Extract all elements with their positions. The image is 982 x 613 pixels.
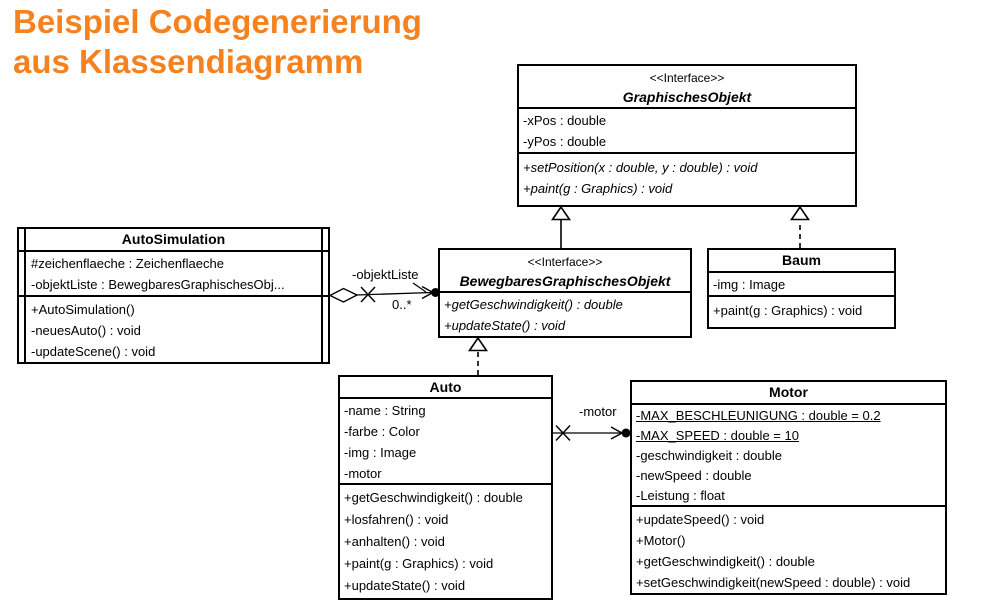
methods-compartment [519, 152, 855, 205]
aggregation-objektliste [330, 283, 440, 302]
class-member: -img : Image [344, 445, 417, 460]
class-member: +getGeschwindigkeit() : double [344, 490, 523, 505]
class-name: AutoSimulation [121, 231, 226, 247]
active-class-side-line [321, 229, 323, 362]
class-member: -geschwindigkeit : double [636, 448, 782, 463]
class-member: +paint(g : Graphics) : void [523, 181, 673, 196]
class-member: +Motor() [636, 533, 686, 548]
class-auto-simulation [17, 227, 330, 364]
class-member: -Leistung : float [636, 488, 725, 503]
attributes-compartment [340, 397, 551, 483]
class-name: Baum [782, 252, 821, 268]
class-member: -img : Image [713, 277, 786, 292]
relation-label-motor: -motor [579, 404, 617, 419]
class-member: -farbe : Color [344, 424, 420, 439]
class-member: -MAX_BESCHLEUNIGUNG : double = 0.2 [636, 408, 881, 423]
class-member: +updateSpeed() : void [636, 512, 765, 527]
realization-auto-to-bgo [470, 338, 487, 375]
class-member: -newSpeed : double [636, 468, 752, 483]
attributes-compartment [632, 403, 945, 505]
class-member: -neuesAuto() : void [31, 323, 141, 338]
class-member: -yPos : double [523, 134, 607, 149]
class-name: Auto [429, 379, 462, 395]
class-member: +paint(g : Graphics) : void [344, 556, 494, 571]
class-member: +getGeschwindigkeit() : double [444, 297, 623, 312]
class-name: BewegbaresGraphischesObjekt [459, 273, 671, 289]
class-header [340, 377, 551, 397]
methods-compartment [632, 505, 945, 593]
slide-title-line1: Beispiel Codegenerierung [13, 3, 422, 40]
class-member: -name : String [344, 403, 426, 418]
class-member: +anhalten() : void [344, 534, 445, 549]
class-name: Motor [769, 384, 808, 400]
relation-multiplicity-objektliste: 0..* [392, 297, 412, 312]
class-header [632, 382, 945, 403]
stereotype-label: <<Interface>> [527, 255, 603, 269]
stereotype-label: <<Interface>> [649, 71, 725, 85]
slide-title-line2: aus Klassendiagramm [13, 43, 364, 80]
class-member: -MAX_SPEED : double = 10 [636, 428, 799, 443]
class-member: +setPosition(x : double, y : double) : void [523, 160, 758, 175]
class-member: +setGeschwindigkeit(newSpeed : double) : void [636, 575, 911, 590]
class-motor [630, 380, 947, 595]
attributes-compartment [519, 107, 855, 152]
class-header [519, 66, 855, 107]
generalization-bgo-to-go [553, 207, 570, 248]
aggregation-diamond-icon [330, 289, 357, 303]
class-member: +updateState() : void [344, 578, 466, 593]
class-member: #zeichenflaeche : Zeichenflaeche [31, 256, 224, 271]
class-member: -motor [344, 466, 382, 481]
static-attributes-group [636, 406, 942, 446]
class-member: -xPos : double [523, 113, 607, 128]
attributes-compartment [19, 250, 328, 295]
class-auto [338, 375, 553, 600]
class-member: +AutoSimulation() [31, 302, 135, 317]
association-motor [553, 426, 631, 441]
methods-compartment [709, 295, 894, 327]
relation-label-objektliste: -objektListe [352, 267, 419, 282]
class-member: +paint(g : Graphics) : void [713, 303, 863, 318]
realization-triangle-icon [470, 338, 487, 351]
class-member: +updateState() : void [444, 318, 566, 333]
class-member: -updateScene() : void [31, 344, 156, 359]
attributes-compartment [709, 271, 894, 295]
class-header [440, 250, 690, 291]
class-member: +getGeschwindigkeit() : double [636, 554, 815, 569]
realization-baum-to-go [792, 207, 809, 248]
class-name: GraphischesObjekt [622, 89, 752, 105]
methods-compartment [440, 291, 690, 336]
methods-compartment [19, 295, 328, 362]
class-graphisches-objekt [517, 64, 857, 207]
class-baum [707, 248, 896, 329]
generalization-triangle-icon [553, 207, 570, 220]
methods-compartment [340, 483, 551, 598]
class-header [19, 229, 328, 250]
class-member: -objektListe : BewegbaresGraphischesObj... [31, 277, 285, 292]
class-member: +losfahren() : void [344, 512, 449, 527]
instance-attributes-group [636, 446, 942, 505]
realization-triangle-icon [792, 207, 809, 220]
class-bewegbares-graphisches-objekt [438, 248, 692, 338]
class-header [709, 250, 894, 271]
active-class-side-line [24, 229, 26, 362]
